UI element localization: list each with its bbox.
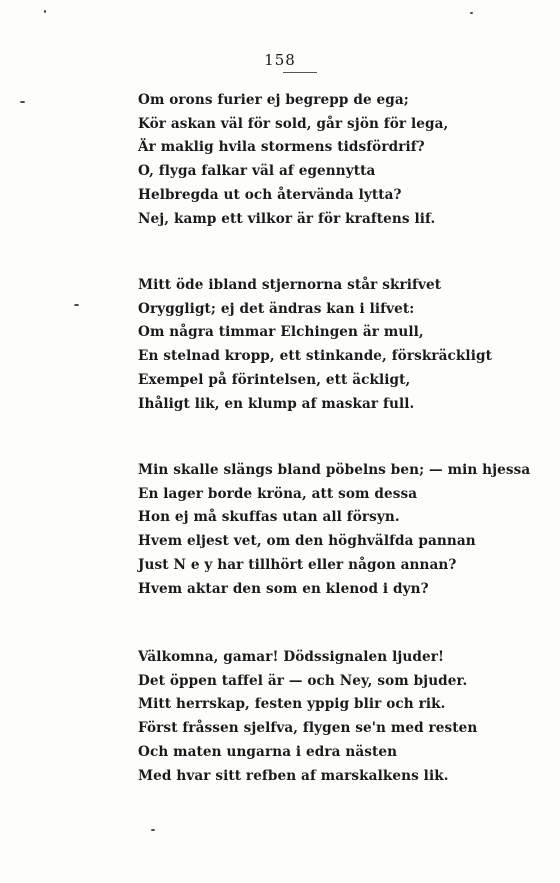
verse-line: Min skalle slängs bland pöbelns ben; — min hjessa — [138, 462, 531, 478]
verse-line: Just N e y har tillhört eller någon annan? — [138, 556, 457, 573]
stanza-2 — [138, 274, 492, 416]
scan-speck — [151, 829, 155, 831]
verse-line: Kör askan väl för sold, går sjön för lega, — [138, 115, 449, 132]
verse-line: Oryggligt; ej det ändras kan i lifvet: — [138, 300, 415, 317]
verse-line: Är maklig hvila stormens tidsfördrif? — [138, 139, 425, 156]
verse-line: Exempel på förintelsen, ett äckligt, — [138, 371, 411, 388]
verse-line: Hon ej må skuffas utan all försyn. — [138, 509, 400, 526]
verse-line: Om några timmar Elchingen är mull, — [138, 324, 424, 341]
stanza-1 — [138, 89, 448, 231]
verse-line: Det öppen taffel är — och Ney, som bjuder. — [138, 672, 468, 689]
verse-line: Och maten ungarna i edra nästen — [138, 743, 398, 760]
page-number: 158 — [264, 51, 296, 69]
verse-line: Nej, kamp ett vilkor är för kraftens lif. — [138, 210, 436, 227]
verse-line: Mitt öde ibland stjernorna står skrifvet — [138, 277, 442, 293]
verse-line: Hvem aktar den som en klenod i dyn? — [138, 580, 429, 597]
verse-line: Med hvar sitt refben af marskalkens lik. — [138, 767, 449, 784]
verse-line: Först fråssen sjelfva, flygen se'n med resten — [138, 720, 478, 737]
verse-line: En lager borde kröna, att som dessa — [138, 485, 418, 502]
stanza-4 — [138, 646, 477, 788]
verse-line: O, flyga falkar väl af egennytta — [138, 163, 376, 180]
scan-speck — [20, 101, 25, 103]
scan-speck — [74, 304, 79, 306]
verse-line: Välkomna, gamar! Dödssignalen ljuder! — [138, 649, 445, 665]
scan-speck — [44, 10, 46, 13]
stanza-3 — [138, 459, 530, 601]
verse-line: Hvem eljest vet, om den höghvälfda pannan — [138, 533, 476, 550]
verse-line: Helbregda ut och återvända lytta? — [138, 186, 402, 203]
scan-speck — [470, 12, 473, 14]
verse-line: Mitt herrskap, festen yppig blir och rik. — [138, 696, 446, 713]
verse-line: Ihåligt lik, en klump af maskar full. — [138, 395, 415, 412]
verse-line: En stelnad kropp, ett stinkande, förskräckligt — [138, 348, 492, 365]
verse-line: Om orons furier ej begrepp de ega; — [138, 92, 409, 108]
page-number-rule — [283, 72, 317, 73]
